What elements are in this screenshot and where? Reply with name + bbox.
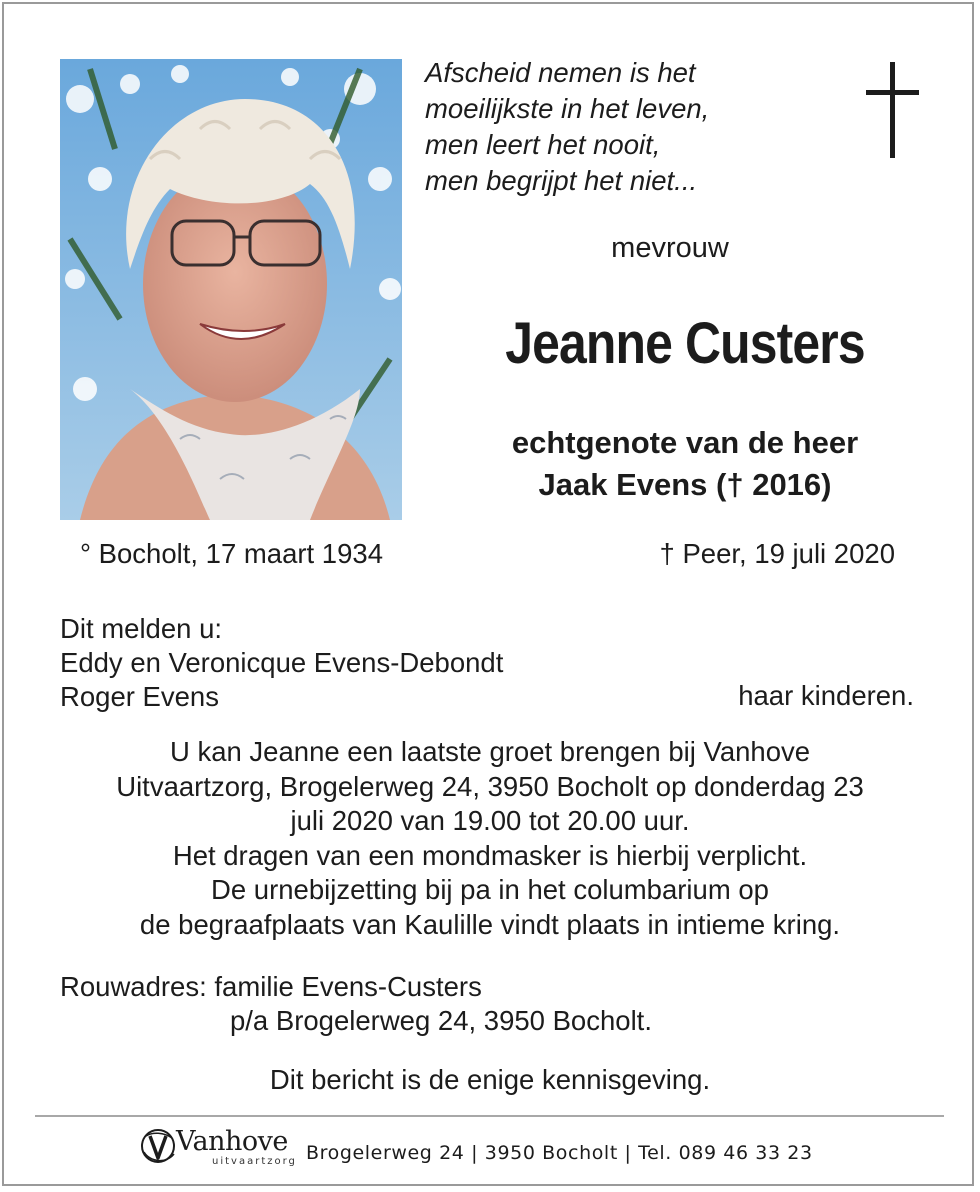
funeral-details — [40, 735, 940, 942]
spouse-line: echtgenote van de heer — [511, 425, 859, 460]
quote-line: men begrijpt het niet... — [425, 165, 698, 196]
spouse-info — [440, 422, 930, 506]
portrait-image — [60, 59, 402, 520]
farewell-quote — [425, 55, 805, 199]
footer-contact: Brogelerweg 24 | 3950 Bocholt | Tel. 089 46 33 23 — [306, 1142, 813, 1164]
funeral-line: Het dragen van een mondmasker is hierbij verplicht. — [172, 839, 808, 871]
funeral-line: de begraafplaats van Kaulille vindt plaats in intieme kring. — [139, 908, 841, 940]
announcer-line: Eddy en Veronicque Evens-Debondt — [60, 647, 504, 678]
latin-cross-icon — [864, 62, 924, 160]
honorific: mevrouw — [611, 232, 729, 264]
announcer-line: Roger Evens — [60, 681, 219, 712]
announcer-line: Dit melden u: — [60, 613, 223, 644]
deceased-name: Jeanne Custers — [505, 311, 865, 376]
logo-subtitle: uitvaartzorg — [212, 1156, 297, 1167]
mourning-address: Rouwadres: familie Evens-Custers — [60, 971, 482, 1002]
funeral-line: juli 2020 van 19.00 tot 20.00 uur. — [290, 805, 690, 836]
funeral-line: U kan Jeanne een laatste groet brengen bij Vanhove — [169, 736, 811, 767]
portrait-photo — [60, 59, 402, 520]
quote-line: men leert het nooit, — [425, 129, 661, 160]
quote-line: moeilijkste in het leven, — [425, 93, 710, 124]
vanhove-logo — [138, 1124, 298, 1172]
announcers — [60, 612, 503, 714]
logo-name: Vanhove — [176, 1126, 288, 1157]
funeral-line: Uitvaartzorg, Brogelerweg 24, 3950 Bocholt op donderdag 23 — [116, 770, 864, 802]
birth-date: ° Bocholt, 17 maart 1934 — [80, 538, 383, 569]
funeral-line: De urnebijzetting bij pa in het columbarium op — [211, 874, 769, 905]
footer-divider — [35, 1115, 944, 1117]
spouse-line: Jaak Evens († 2016) — [538, 467, 832, 502]
death-date: † Peer, 19 juli 2020 — [659, 538, 895, 569]
mourning-address-line2: p/a Brogelerweg 24, 3950 Bocholt. — [230, 1005, 652, 1036]
announcer-role: haar kinderen. — [738, 680, 914, 711]
quote-line: Afscheid nemen is het — [425, 57, 696, 88]
notice-text: Dit bericht is de enige kennisgeving. — [269, 1064, 711, 1095]
